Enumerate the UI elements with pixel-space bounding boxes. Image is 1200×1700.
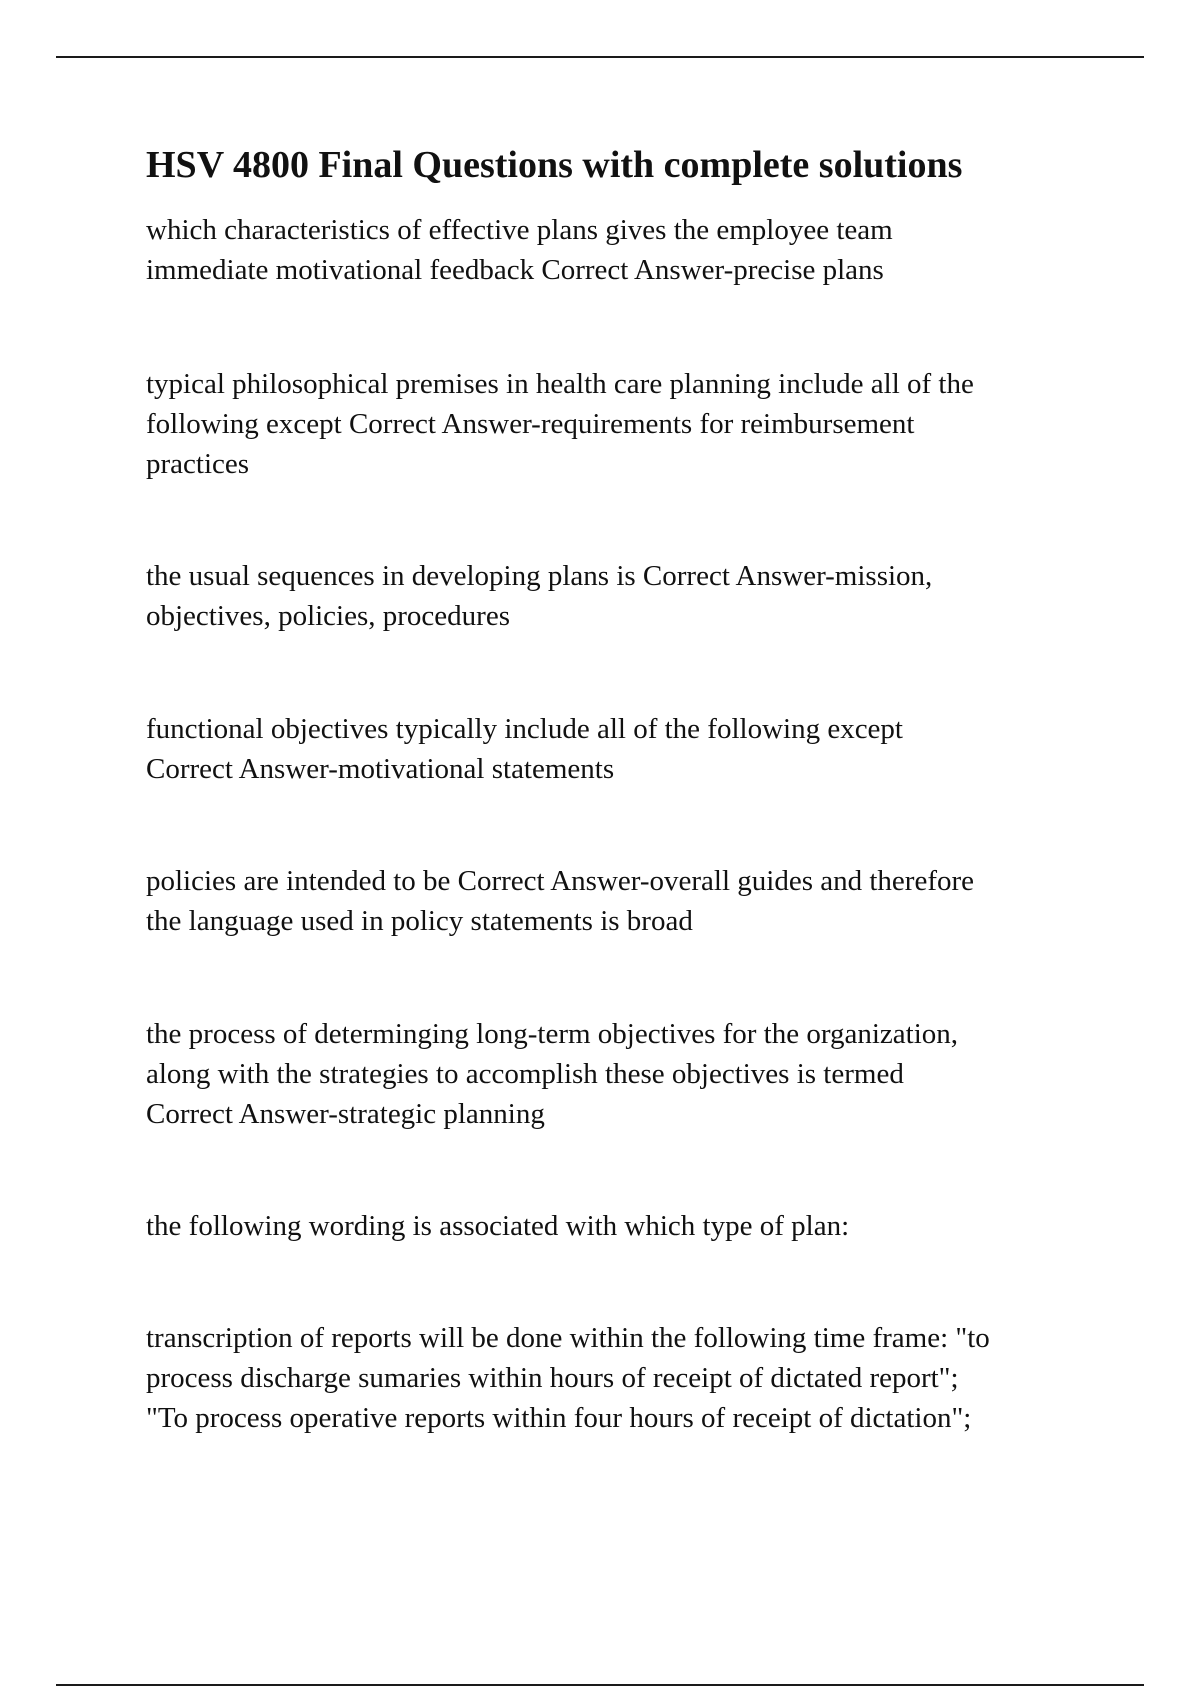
qa-item-4-line-1: functional objectives typically include all of the following except	[146, 713, 903, 745]
qa-item-3	[146, 556, 1146, 636]
qa-item-1-line-2: immediate motivational feedback Correct Answer-precise plans	[146, 254, 884, 286]
qa-item-7	[146, 1206, 1146, 1246]
qa-item-6-line-2: along with the strategies to accomplish these objectives is termed	[146, 1058, 904, 1090]
qa-item-8-line-3: "To process operative reports within four hours of receipt of dictation";	[146, 1402, 972, 1434]
qa-item-6-line-1: the process of determinging long-term objectives for the organization,	[146, 1018, 959, 1050]
qa-item-3-line-1: the usual sequences in developing plans is Correct Answer-mission,	[146, 560, 933, 592]
qa-item-6-line-3: Correct Answer-strategic planning	[146, 1098, 545, 1130]
qa-item-4-line-2: Correct Answer-motivational statements	[146, 753, 615, 785]
qa-item-2	[146, 364, 1146, 484]
qa-item-8-line-1: transcription of reports will be done within the following time frame: "to	[146, 1322, 990, 1354]
qa-item-8-line-2: process discharge sumaries within hours of receipt of dictated report";	[146, 1362, 959, 1394]
qa-item-6	[146, 1014, 1146, 1134]
bottom-rule	[56, 1684, 1144, 1686]
qa-item-1-line-1: which characteristics of effective plans gives the employee team	[146, 214, 893, 246]
top-rule	[56, 56, 1144, 58]
qa-item-2-line-1: typical philosophical premises in health care planning include all of the	[146, 368, 974, 400]
page-title: HSV 4800 Final Questions with complete solutions	[146, 144, 963, 186]
qa-item-2-line-2: following except Correct Answer-requirements for reimbursement	[146, 408, 915, 440]
qa-item-5	[146, 861, 1146, 941]
qa-item-1	[146, 210, 1146, 290]
qa-item-7-line-1: the following wording is associated with which type of plan:	[146, 1210, 850, 1242]
qa-item-8	[146, 1318, 1146, 1438]
qa-item-5-line-1: policies are intended to be Correct Answer-overall guides and therefore	[146, 865, 975, 897]
qa-item-3-line-2: objectives, policies, procedures	[146, 600, 510, 632]
qa-item-2-line-3: practices	[146, 448, 250, 480]
qa-item-4	[146, 709, 1146, 789]
qa-item-5-line-2: the language used in policy statements is broad	[146, 905, 693, 937]
